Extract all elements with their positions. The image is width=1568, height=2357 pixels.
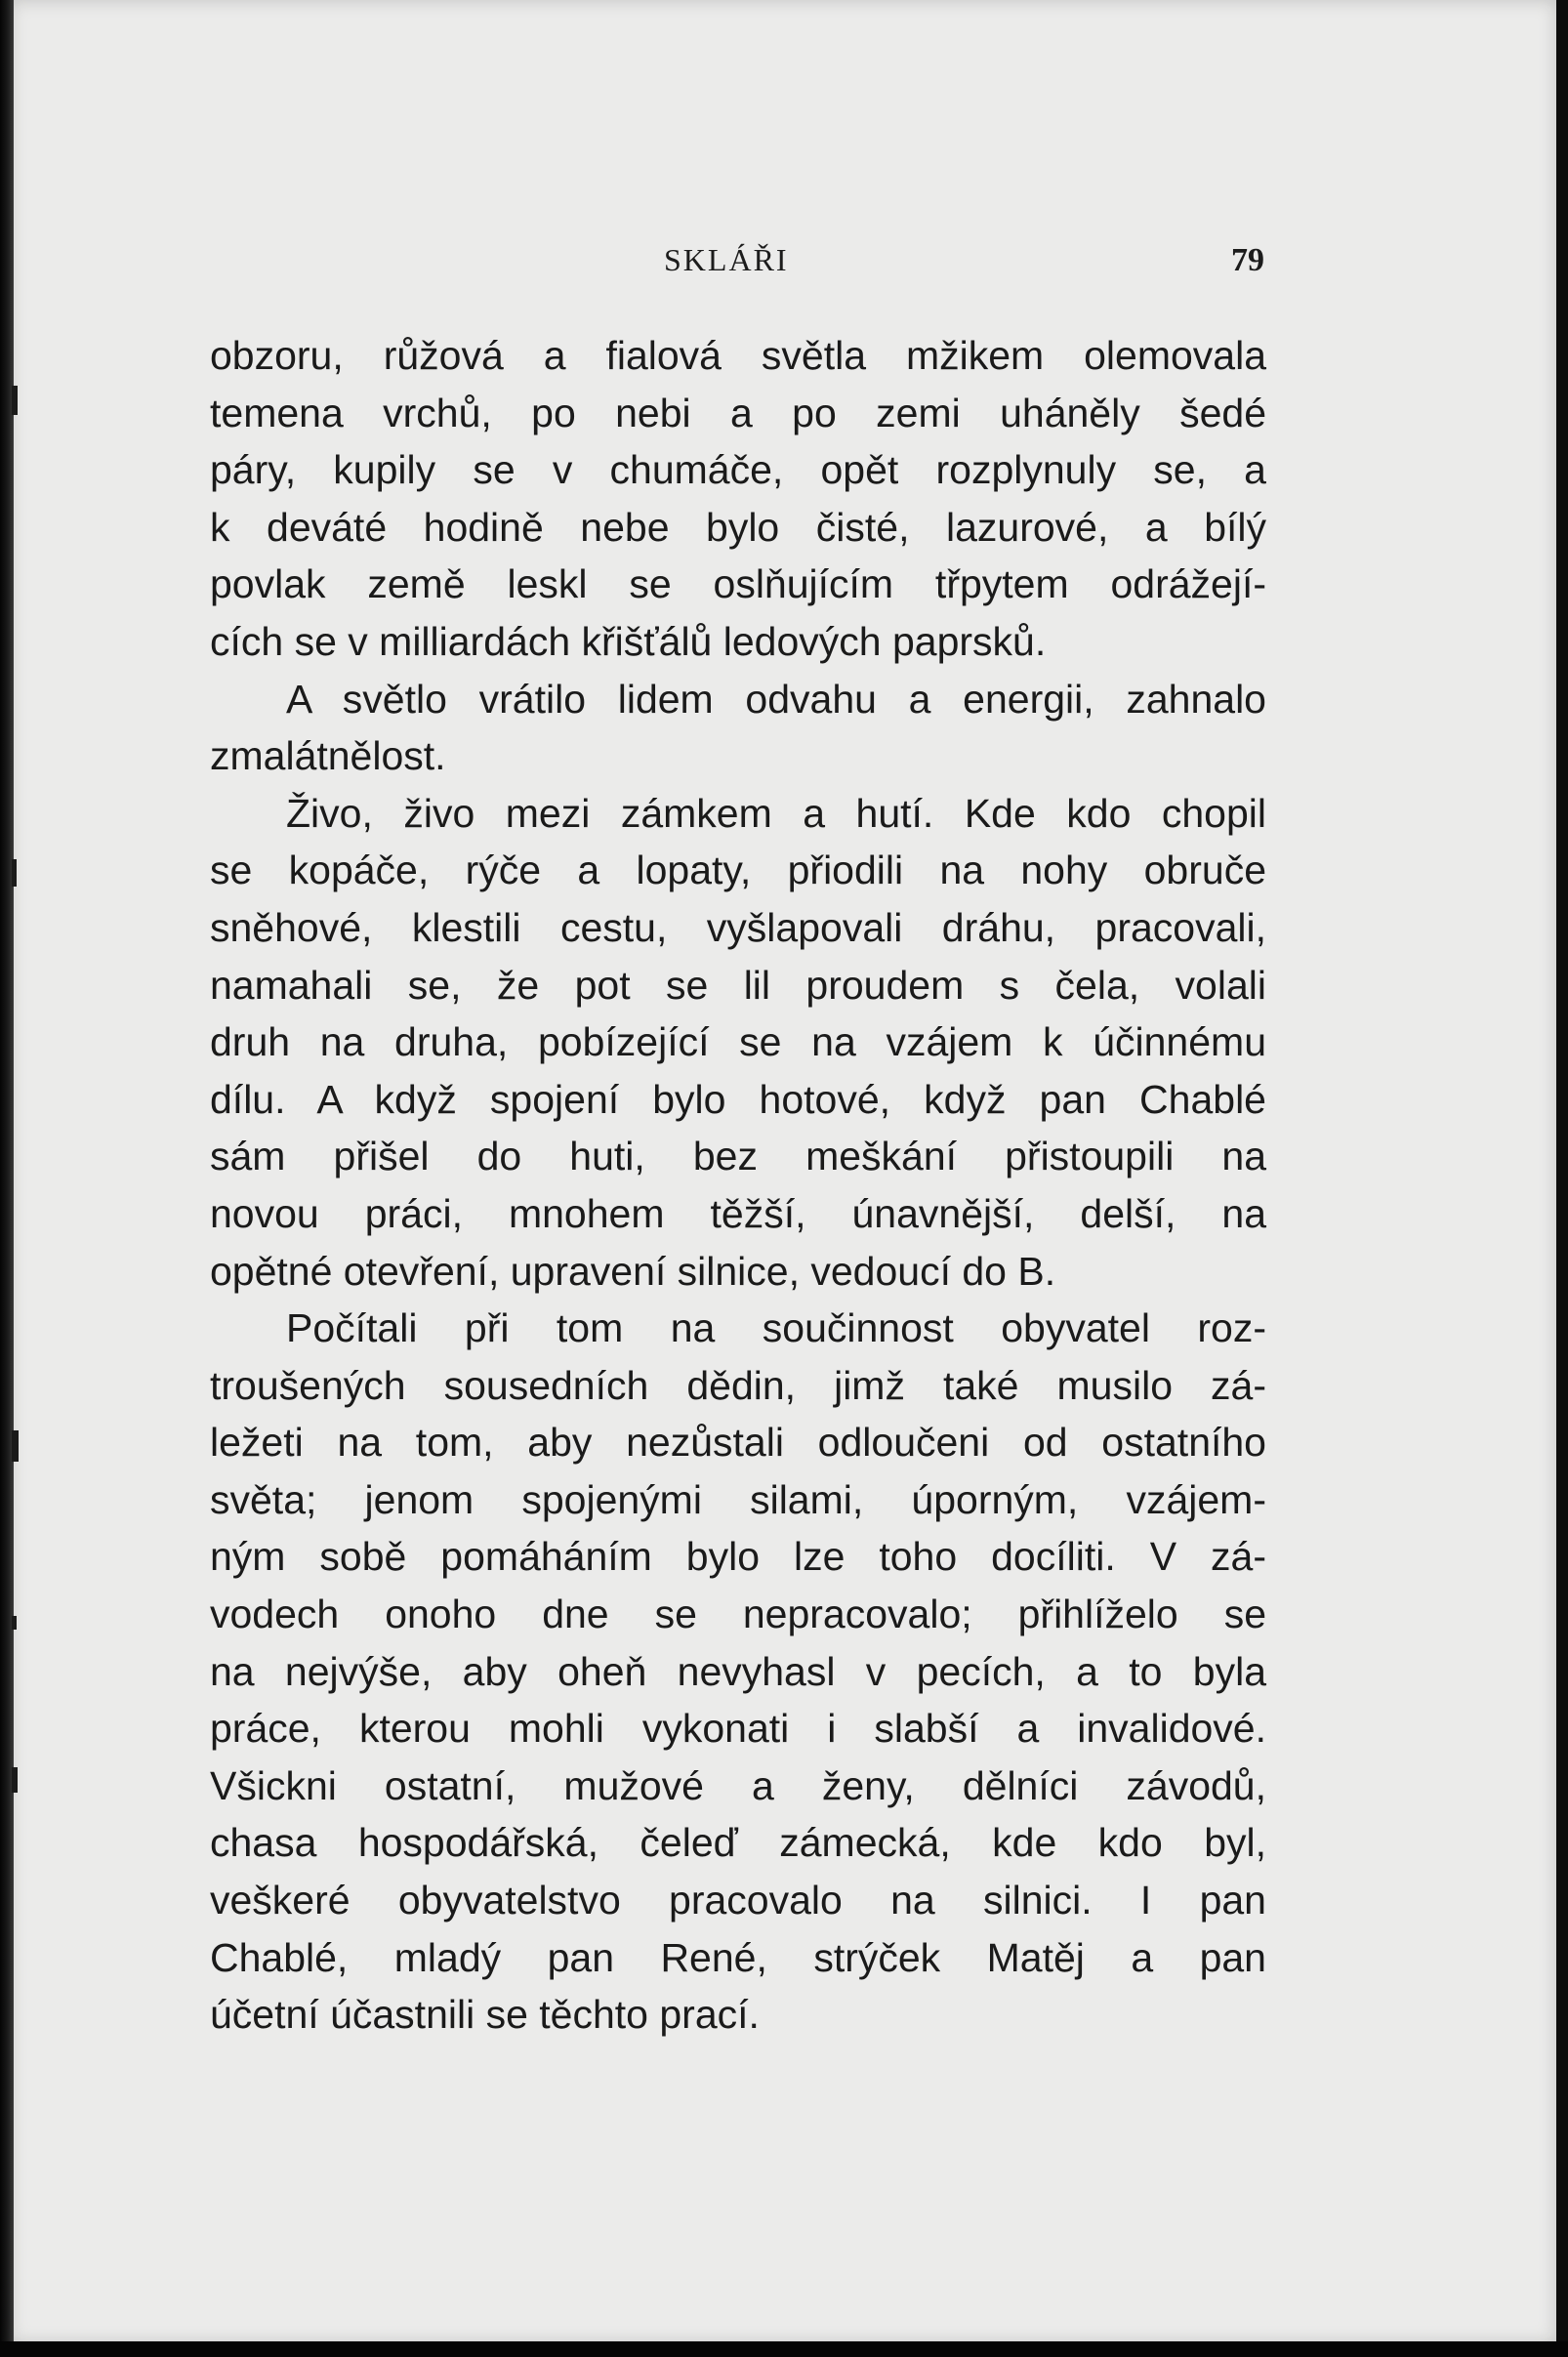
- scan-bottom-edge: [0, 2341, 1568, 2357]
- text-line: povlak země leskl se oslňujícím třpytem odrážejí-: [210, 561, 1266, 607]
- scan-artifact-mark: [12, 1616, 17, 1630]
- text-line: sám přišel do huti, bez meškání přistoupili na: [210, 1134, 1266, 1179]
- text-line: Všickni ostatní, mužové a ženy, dělníci závodů,: [210, 1762, 1266, 1808]
- page-number: 79: [1231, 242, 1264, 278]
- text-line: obzoru, růžová a fialová světla mžikem olemovala: [210, 333, 1266, 378]
- paragraph: [210, 327, 1266, 671]
- paragraph: [210, 671, 1266, 785]
- text-line: namahali se, že pot se lil proudem s čela, volali: [210, 962, 1266, 1008]
- text-line: k deváté hodině nebe bylo čisté, lazurové, a bílý: [210, 504, 1266, 550]
- text-line: chasa hospodářská, čeleď zámecká, kde kdo byl,: [210, 1820, 1266, 1866]
- text-line: světa; jenom spojenými silami, úporným, vzájem-: [210, 1476, 1266, 1522]
- scan-artifact-mark: [12, 1767, 18, 1793]
- text-line: temena vrchů, po nebi a po zemi uháněly šedé: [210, 390, 1266, 435]
- text-line: Živo, živo mezi zámkem a hutí. Kde kdo chopil: [286, 790, 1266, 836]
- text-line: veškeré obyvatelstvo pracovalo na silnici. I pan: [210, 1878, 1266, 1923]
- text-line: druh na druha, pobízející se na vzájem k účinnému: [210, 1019, 1266, 1065]
- scan-artifact-mark: [12, 386, 18, 415]
- text-line: práce, kterou mohli vykonati i slabší a invalidové.: [210, 1706, 1266, 1752]
- text-line: zmalátnělost.: [210, 733, 446, 779]
- text-line: vodech onoho dne se nepracovalo; přihlíželo se: [210, 1592, 1266, 1637]
- text-line: Počítali při tom na součinnost obyvatel roz-: [286, 1305, 1266, 1351]
- running-head: [210, 242, 1264, 281]
- text-line: ným sobě pomáháním bylo lze toho docíliti. V zá-: [210, 1534, 1266, 1580]
- paragraph: [210, 1300, 1266, 2044]
- text-line: dílu. A když spojení bylo hotové, když pan Chablé: [210, 1076, 1266, 1122]
- text-line: novou práci, mnohem těžší, únavnější, delší, na: [210, 1190, 1266, 1236]
- text-line: sněhové, klestili cestu, vyšlapovali dráhu, pracovali,: [210, 904, 1266, 950]
- page-binding-edge: [0, 0, 14, 2357]
- paragraph: [210, 785, 1266, 1300]
- body-text: [210, 327, 1266, 2044]
- text-line: cích se v milliardách křišťálů ledových paprsků.: [210, 618, 1047, 664]
- text-line: se kopáče, rýče a lopaty, přiodili na nohy obruče: [210, 848, 1266, 893]
- scan-artifact-mark: [12, 859, 17, 887]
- text-line: na nejvýše, aby oheň nevyhasl v pecích, a to byla: [210, 1648, 1266, 1694]
- text-line: účetní účastnili se těchto prací.: [210, 1992, 760, 2038]
- scan-artifact-mark: [12, 1430, 19, 1462]
- text-line: páry, kupily se v chumáče, opět rozplynuly se, a: [210, 447, 1266, 493]
- text-line: opětné otevření, upravení silnice, vedoucí do B.: [210, 1248, 1056, 1294]
- text-line: Chablé, mladý pan René, strýček Matěj a pan: [210, 1934, 1266, 1980]
- text-line: ležeti na tom, aby nezůstali odloučeni od ostatního: [210, 1420, 1266, 1466]
- running-title: SKLÁŘI: [664, 242, 789, 277]
- text-line: troušených sousedních dědin, jimž také musilo zá-: [210, 1362, 1266, 1408]
- book-page: [10, 0, 1556, 2343]
- text-line: A světlo vrátilo lidem odvahu a energii, zahnalo: [286, 676, 1266, 722]
